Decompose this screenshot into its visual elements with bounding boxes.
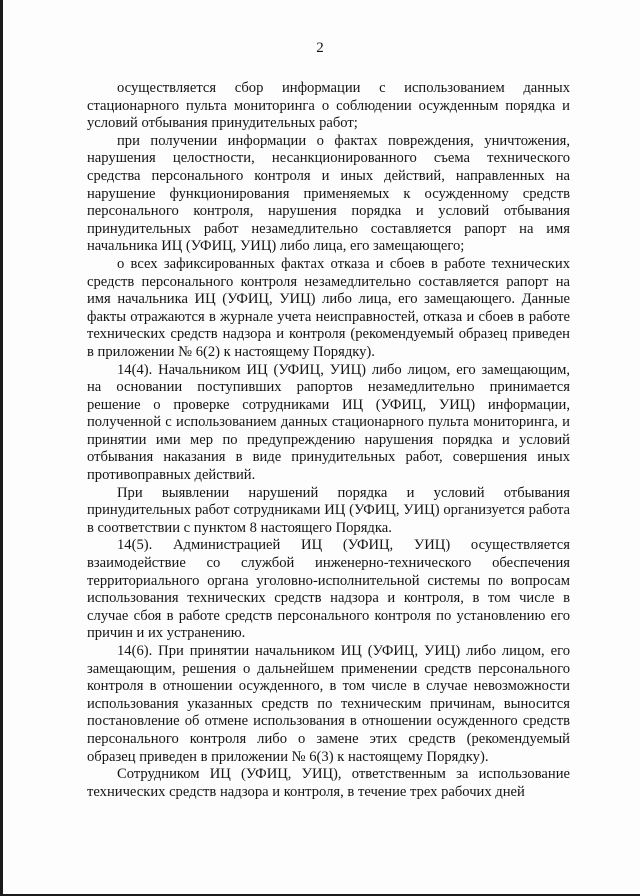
paragraph-8: Сотрудником ИЦ (УФИЦ, УИЦ), ответственным за использование технических средств надзора и контроля, в течение трех рабочих дней (87, 766, 570, 800)
scan-edge-left (0, 0, 3, 896)
paragraph-3: о всех зафиксированных фактах отказа и сбоев в работе технических средств персонального контроля незамедлительно составляется рапорт на имя начальника ИЦ (УФИЦ, УИЦ) либо лица, его замещающего. Данные факты отражаются в журнале учета неисправностей, отказа и сбоев в работе технических средств надзора и контроля (рекомендуемый образец приведен в приложении № 6(2) к настоящему Порядку). (87, 255, 570, 360)
paragraph-5: При выявлении нарушений порядка и условий отбывания принудительных работ сотрудниками ИЦ (УФИЦ, УИЦ) организуется работа в соответствии с пунктом 8 настоящего Порядка. (87, 484, 570, 536)
paragraph-7: 14(6). При принятии начальником ИЦ (УФИЦ, УИЦ) либо лицом, его замещающим, решения о дальнейшем применении средств персонального контроля в отношении осужденного, в том числе в случае невозможности использования указанных средств по техническим причинам, выносится постановление об отмене использования в отношении осужденного средств персонального контроля либо о замене этих средств (рекомендуемый образец приведен в приложении № 6(3) к настоящему Порядку). (87, 643, 570, 765)
paragraph-4: 14(4). Начальником ИЦ (УФИЦ, УИЦ) либо лицом, его замещающим, на основании поступивших рапортов незамедлительно принимается решение о проверке сотрудниками ИЦ (УФИЦ, УИЦ) информации, полученной с использованием данных стационарного пульта мониторинга, и принятии ими мер по предупреждению нарушения порядка и условий отбывания наказания в виде принудительных работ, совершения иных противоправных действий. (87, 361, 570, 484)
paragraph-1: осуществляется сбор информации с использованием данных стационарного пульта мониторинга о соблюдении осужденным порядка и условий отбывания принудительных работ; (87, 80, 570, 132)
document-body (87, 80, 570, 801)
page-number: 2 (316, 40, 324, 56)
paragraph-6: 14(5). Администрацией ИЦ (УФИЦ, УИЦ) осуществляется взаимодействие со службой инженерно-технического обеспечения территориального органа уголовно-исполнительной системы по вопросам использования технических средств надзора и контроля, в том числе в случае сбоя в работе средств персонального контроля по установлению его причин и их устранению. (87, 537, 570, 642)
paragraph-2: при получении информации о фактах повреждения, уничтожения, нарушения целостности, несанкционированного съема технического средства персонального контроля и иных действий, направленных на нарушение функционирования применяемых к осужденному средств персонального контроля, нарушения порядка и условий отбывания принудительных работ незамедлительно составляется рапорт на имя начальника ИЦ (УФИЦ, УИЦ) либо лица, его замещающего; (87, 132, 570, 255)
